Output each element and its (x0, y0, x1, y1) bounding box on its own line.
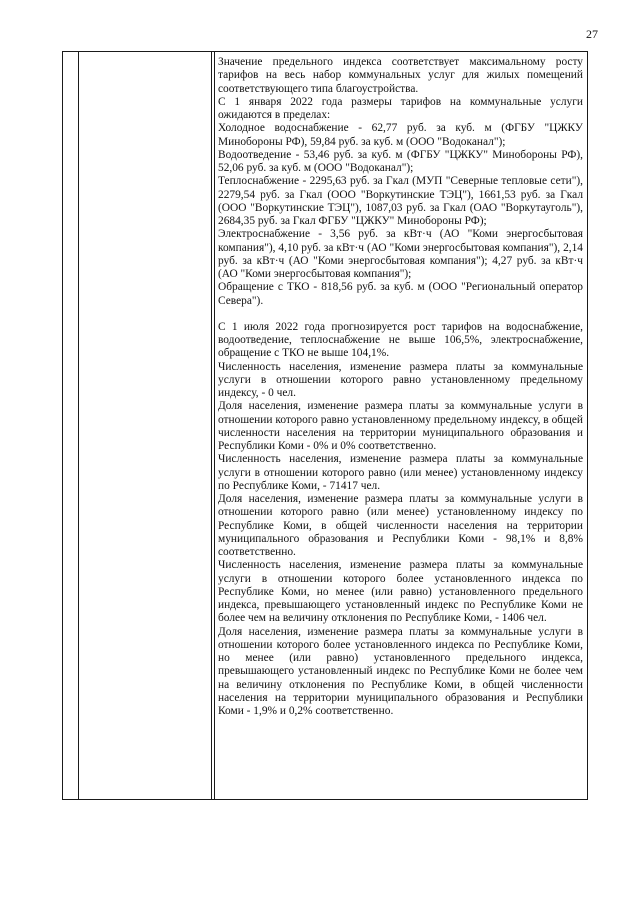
column-divider (211, 52, 212, 799)
document-table (62, 51, 588, 800)
paragraph: Доля населения, изменение размера платы за коммунальные услуги в отношении которого равно установленному предельному индексу, в общей численности населения на территории муниципального образования и Республики Коми - 0% и 0% соответственно. (218, 400, 583, 452)
paragraph: Значение предельного индекса соответствует максимальному росту тарифов на весь набор коммунальных услуг для жилых помещений соответствующего типа благоустройства. (218, 56, 583, 95)
table-cell-content (218, 56, 583, 718)
paragraph: Холодное водоснабжение - 62,77 руб. за куб. м (ФГБУ "ЦЖКУ Минобороны РФ), 59,84 руб. за куб. м (ООО "Водоканал"); (218, 122, 583, 148)
paragraph: Электроснабжение - 3,56 руб. за кВт·ч (АО "Коми энергосбытовая компания"), 4,10 руб. за кВт·ч (АО "Коми энергосбытовая компания"), 2,14 руб. за кВт·ч (АО "Коми энергосбытовая компания"); 4,27 руб. за кВт·ч (АО "Коми энергосбытовая компания"); (218, 228, 583, 280)
paragraph: Теплоснабжение - 2295,63 руб. за Гкал (МУП "Северные тепловые сети"), 2279,54 руб. за Гкал (ООО "Воркутинские ТЭЦ"), 1661,53 руб. за Гкал (ООО "Воркутинские ТЭЦ"), 1087,03 руб. за Гкал (ОАО "Воркутауголь"), 2684,35 руб. за Гкал ФГБУ "ЦЖКУ" Минобороны РФ); (218, 175, 583, 227)
paragraph: Доля населения, изменение размера платы за коммунальные услуги в отношении которого более установленного индекса по Республике Коми, но менее (или равно) установленного предельного индекса, превышающего установленный индекс по Республике Коми не более чем на величину отклонения по Республике Коми, в общей численности населения на территории муниципального образования и Республики Коми - 1,9% и 0,2% соответственно. (218, 625, 583, 717)
paragraph: Численность населения, изменение размера платы за коммунальные услуги в отношении которого более установленного индекса по Республике Коми, но менее (или равно) установленного предельного индекса, превышающего установленный индекс по Республике Коми не более чем на величину отклонения по Республике Коми, - 1406 чел. (218, 559, 583, 625)
paragraph: С 1 января 2022 года размеры тарифов на коммунальные услуги ожидаются в пределах: (218, 95, 583, 121)
column-divider (78, 52, 79, 799)
paragraph: Обращение с ТКО - 818,56 руб. за куб. м (ООО "Региональный оператор Севера"). (218, 281, 583, 307)
paragraph: Доля населения, изменение размера платы за коммунальные услуги в отношении которого равно (или менее) установленному индексу по Республике Коми, в общей численности населения на территории муниципального образования и Республики Коми - 98,1% и 8,8% соответственно. (218, 493, 583, 558)
paragraph: Водоотведение - 53,46 руб. за куб. м (ФГБУ "ЦЖКУ" Минобороны РФ), 52,06 руб. за куб. м (ООО "Водоканал"); (218, 148, 583, 174)
page-number: 27 (586, 27, 598, 41)
paragraph: С 1 июля 2022 года прогнозируется рост тарифов на водоснабжение, водоотведение, теплоснабжение не выше 106,5%, электроснабжение, обращение с ТКО не выше 104,1%. (218, 320, 583, 360)
paragraph-gap (218, 308, 583, 321)
paragraph: Численность населения, изменение размера платы за коммунальные услуги в отношении которого равно (или менее) установленному индексу по Республике Коми, - 71417 чел. (218, 453, 583, 492)
column-divider (214, 52, 215, 799)
paragraph: Численность населения, изменение размера платы за коммунальные услуги в отношении которого равно установленному предельному индексу, - 0 чел. (218, 360, 583, 399)
